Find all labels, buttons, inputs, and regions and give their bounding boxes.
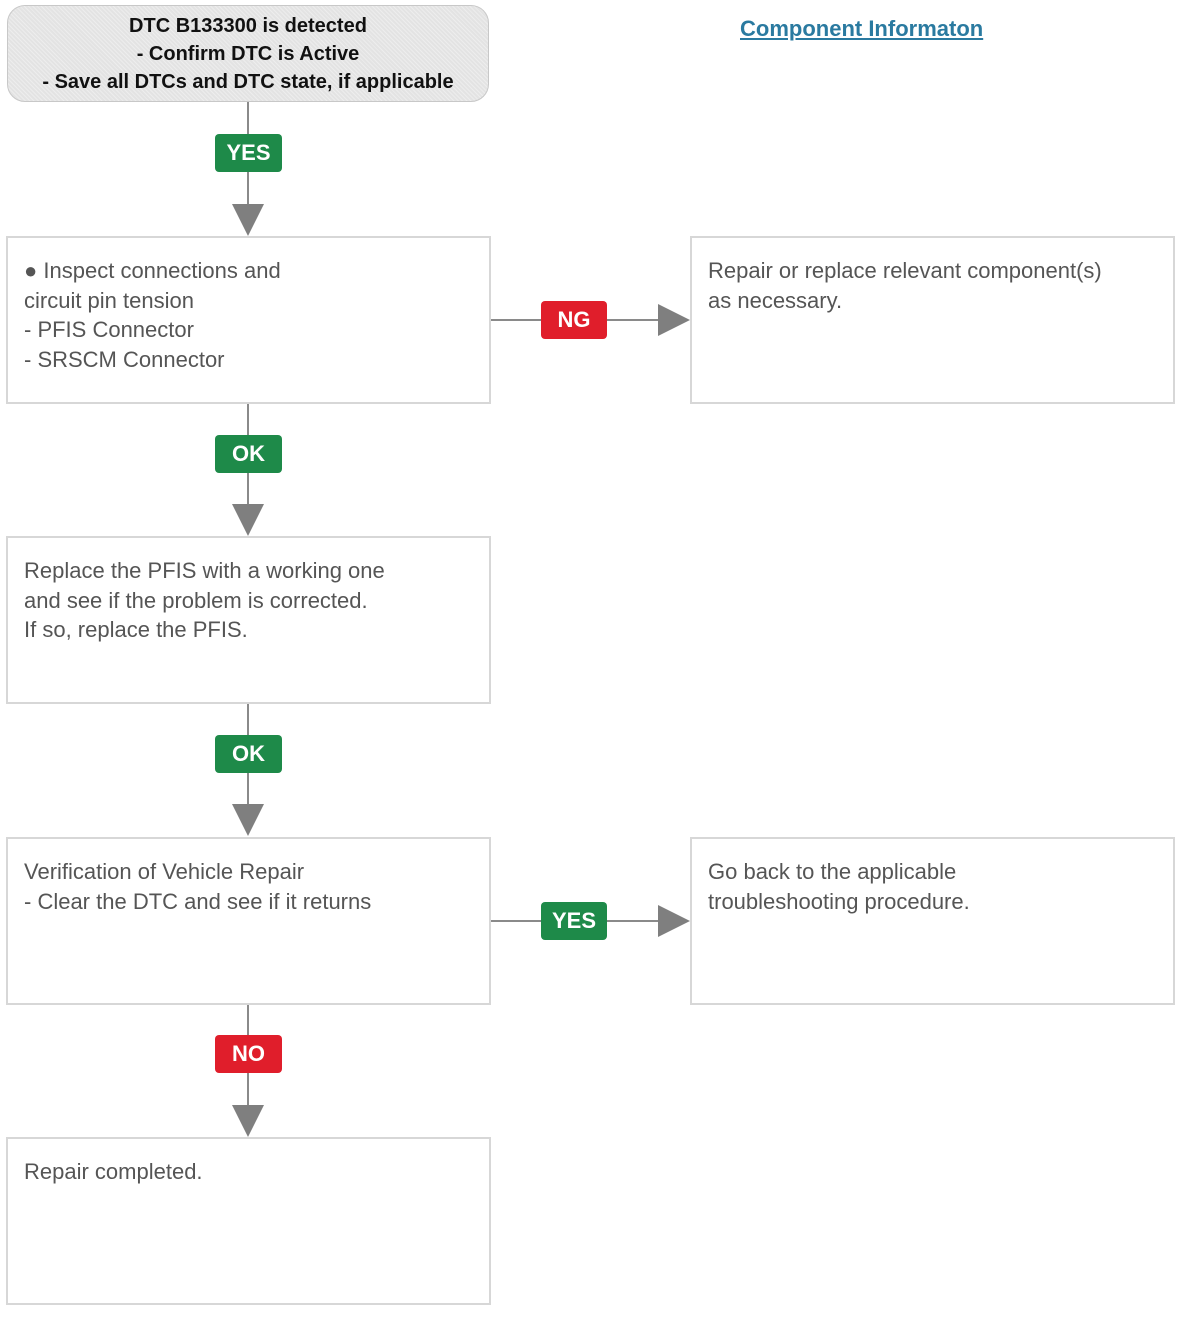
ok-badge: OK [215,735,282,773]
step-text-line: ● Inspect connections and [24,258,281,283]
step-text-line: Go back to the applicable [708,859,957,884]
step-text-line: as necessary. [708,287,843,313]
step-verification [6,837,491,1005]
step-text-line: If so, replace the PFIS. [24,617,248,642]
step-text-line: - SRSCM Connector [24,346,225,372]
step-text-line: Verification of Vehicle Repair [24,859,305,884]
ok-badge: OK [215,435,282,473]
arrow-head-down-icon [232,204,264,236]
arrow-head-down-icon [232,504,264,536]
step-go-back [690,837,1175,1005]
arrow-head-down-icon [232,804,264,836]
no-badge: NO [215,1035,282,1073]
step-text-line: - Clear the DTC and see if it returns [24,888,372,914]
step-text-line: Repair completed. [24,1159,203,1184]
arrow-head-right-icon [658,905,690,937]
ng-badge: NG [541,301,607,339]
step-text-line: Repair or replace relevant component(s) [708,258,1102,283]
step-repair-completed [6,1137,491,1305]
step-text-line: circuit pin tension [24,287,194,313]
step-text-line: Replace the PFIS with a working one [24,558,385,583]
yes-badge: YES [541,902,607,940]
start-node-line: - Save all DTCs and DTC state, if applicable [42,70,454,93]
step-text-line: - PFIS Connector [24,317,194,342]
start-node-line: - Confirm DTC is Active [136,42,360,65]
start-node-line: DTC B133300 is detected [129,14,367,37]
step-repair-or-replace [690,236,1175,404]
step-inspect-connections [6,236,491,404]
step-replace-pfis [6,536,491,704]
component-information-link[interactable]: Component Informaton [740,16,984,41]
step-text-line: and see if the problem is corrected. [24,587,368,613]
arrow-head-down-icon [232,1105,264,1137]
yes-badge: YES [215,134,282,172]
start-node [7,5,489,102]
step-text-line: troubleshooting procedure. [708,888,970,914]
arrow-head-right-icon [658,304,690,336]
